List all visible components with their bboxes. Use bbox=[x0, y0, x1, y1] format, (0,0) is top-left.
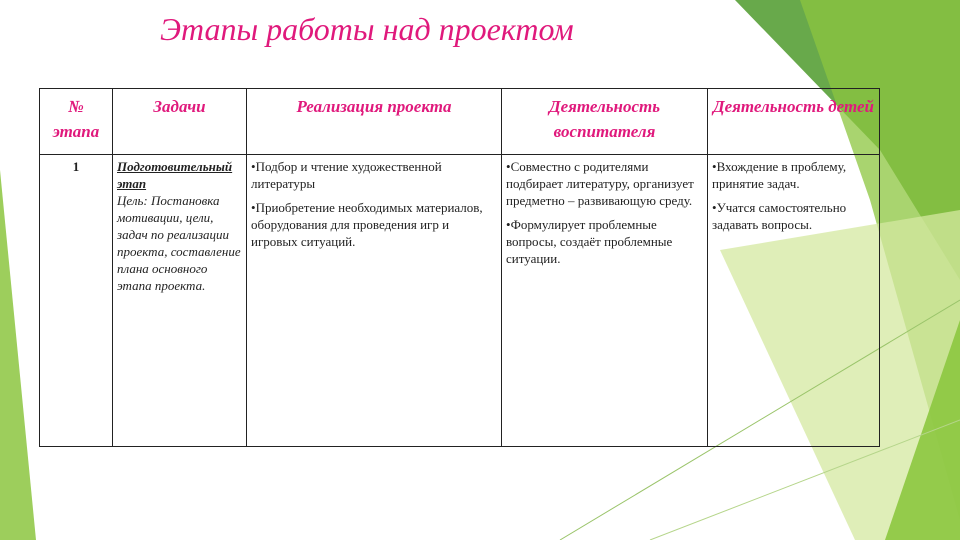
page-title: Этапы работы над проектом bbox=[160, 11, 574, 47]
tasks-cell bbox=[113, 155, 247, 447]
stages-table bbox=[39, 88, 880, 447]
list-item: • Вхождение в проблему, принятие задач. bbox=[712, 158, 875, 192]
table-header-row bbox=[40, 89, 880, 155]
header-implementation: Реализация проекта bbox=[247, 89, 502, 155]
list-item: • Формулирует проблемные вопросы, создаёт проблемные ситуации. bbox=[506, 216, 703, 267]
children-activity-cell bbox=[708, 155, 880, 447]
stage-name: Подготовительный этап bbox=[117, 159, 233, 191]
header-tasks: Задачи bbox=[113, 89, 247, 155]
list-item: • Подбор и чтение художественной литературы bbox=[251, 158, 497, 192]
implementation-cell bbox=[247, 155, 502, 447]
left-green-shape bbox=[0, 170, 36, 540]
stage-number: 1 bbox=[40, 155, 113, 447]
header-children-activity: Деятельность детей bbox=[708, 89, 880, 155]
header-stage-number: № этапа bbox=[40, 89, 113, 155]
stage-goal: Цель: Постановка мотивации, цели, задач по реализации проекта, составление плана основного этапа проекта. bbox=[117, 193, 241, 293]
list-item: • Совместно с родителями подбирает литературу, организует предметно – развивающую среду. bbox=[506, 158, 703, 209]
list-item: • Приобретение необходимых материалов, оборудования для проведения игр и игровых ситуаций. bbox=[251, 199, 497, 250]
list-item: • Учатся самостоятельно задавать вопросы. bbox=[712, 199, 875, 233]
table-row bbox=[40, 155, 880, 447]
header-teacher-activity: Деятельность воспитателя bbox=[502, 89, 708, 155]
teacher-activity-cell bbox=[502, 155, 708, 447]
